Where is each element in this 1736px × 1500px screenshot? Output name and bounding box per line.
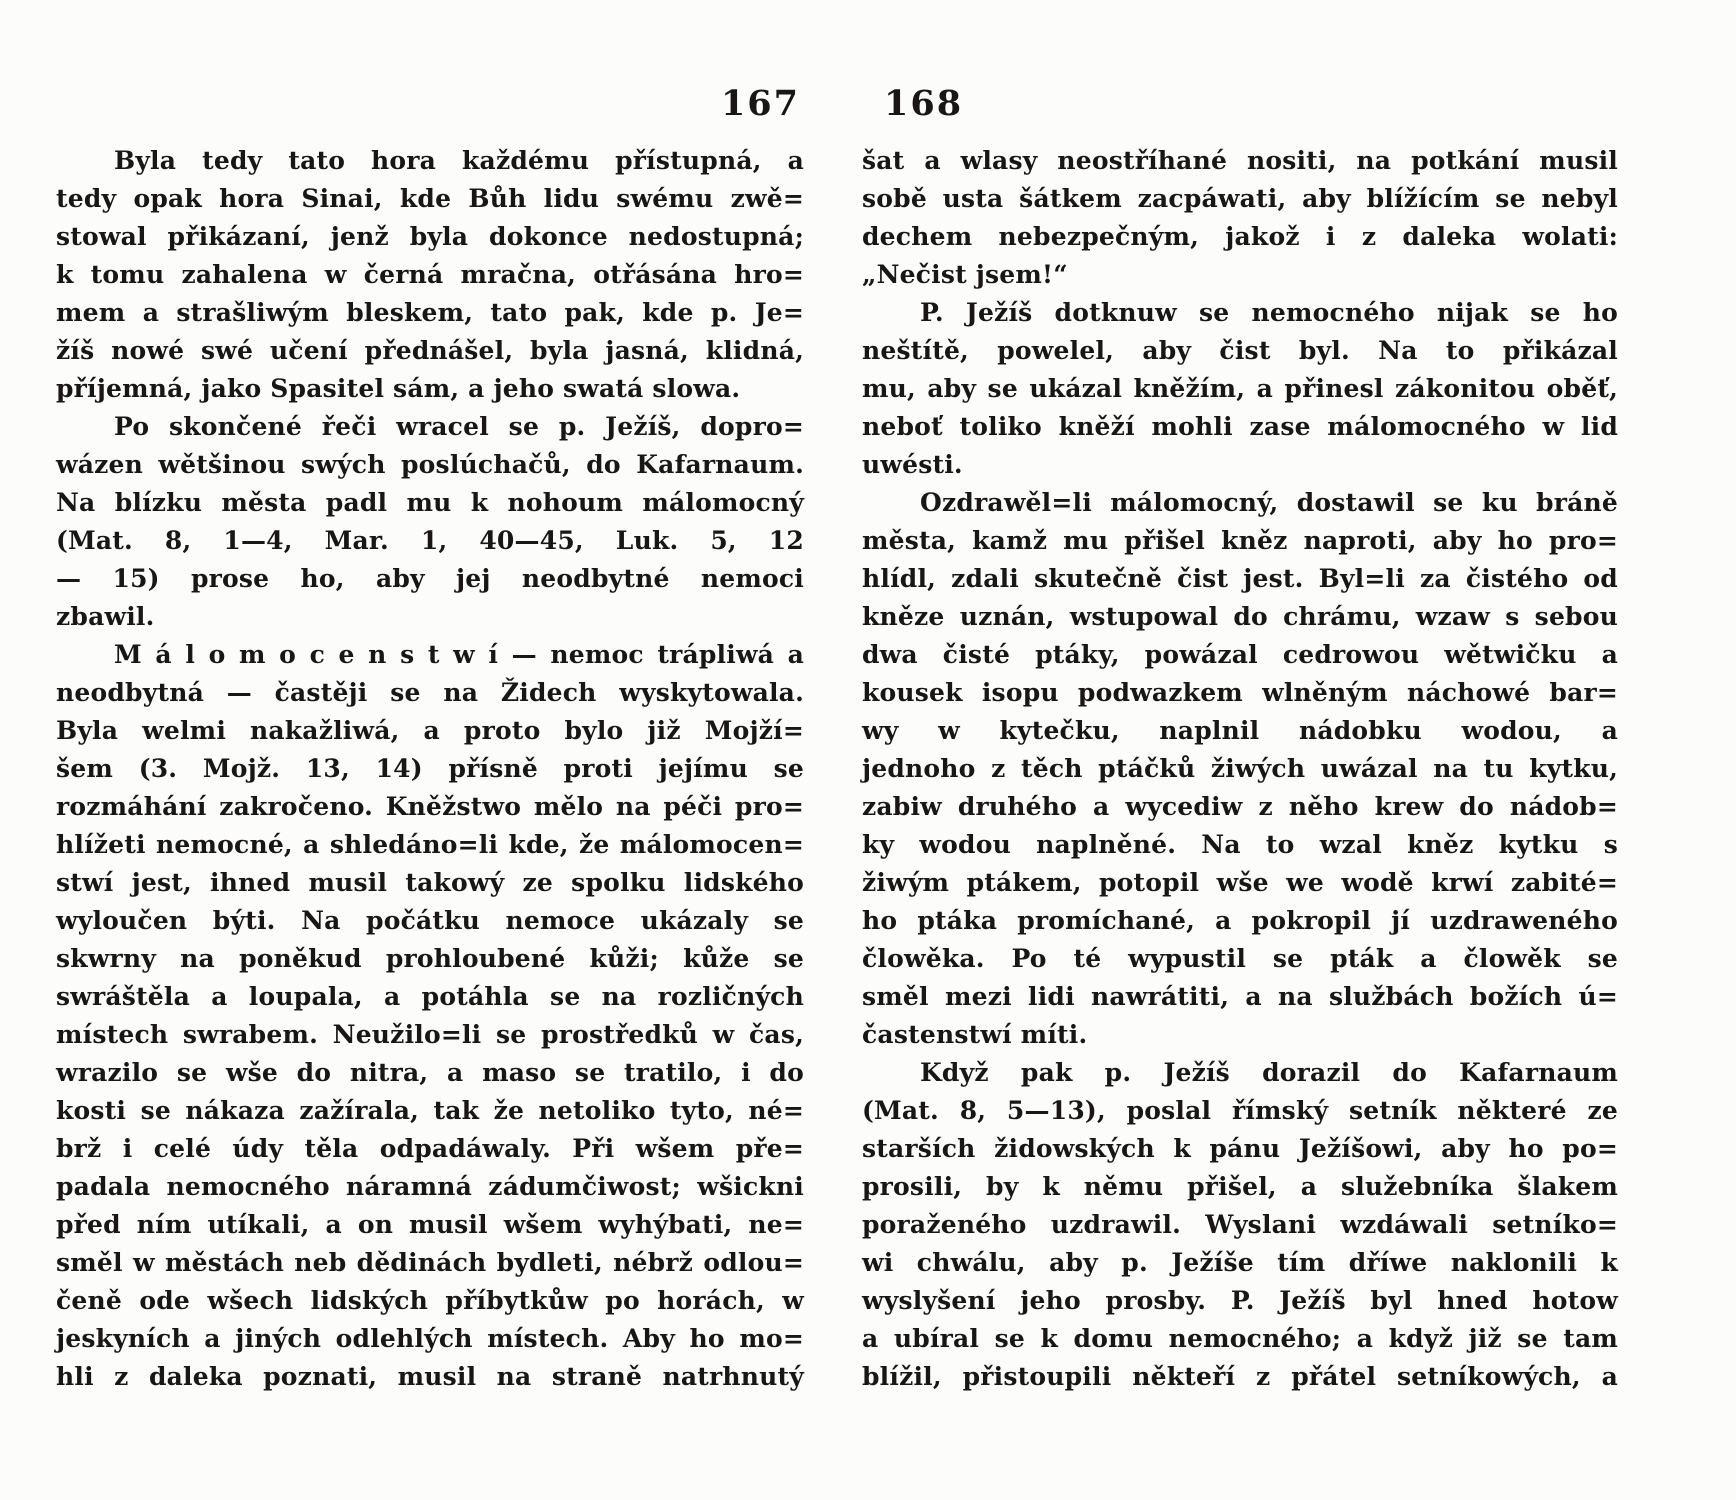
text-line: zbawil. <box>56 602 155 631</box>
text-line: „Nečist jsem!“ <box>862 260 1068 289</box>
paragraph <box>862 294 1618 484</box>
text-line: šat a wlasy neostříhané nositi, na potkání musil <box>862 146 1618 175</box>
text-line: poraženého uzdrawil. Wyslani wzdáwali setníko= <box>862 1210 1618 1239</box>
text-line: Byla welmi nakažliwá, a proto bylo již Mojží= <box>56 716 804 745</box>
text-line: Když pak p. Ježíš dorazil do Kafarnaum <box>920 1058 1618 1087</box>
text-line: swráštěla a loupala, a potáhla se na rozličných <box>56 982 804 1011</box>
text-line: příjemná, jako Spasitel sám, a jeho swatá slowa. <box>56 374 741 403</box>
text-line: Po skončené řeči wracel se p. Ježíš, dopro= <box>114 412 804 441</box>
text-line: jednoho z těch ptáčků žiwých uwázal na tu kytku, <box>862 754 1618 783</box>
text-line: wy w kytečku, naplnil nádobku wodou, a <box>862 716 1618 745</box>
text-line: žiwým ptákem, potopil wše we wodě krwí zabité= <box>862 868 1618 897</box>
paragraph <box>862 484 1618 1054</box>
text-line: neštítě, powelel, aby čist byl. Na to přikázal <box>862 336 1618 365</box>
text-line: hli z daleka poznati, musil na straně natrhnutý <box>56 1362 804 1391</box>
text-line: rozmáhání zakročeno. Kněžstwo mělo na péči pro= <box>56 792 804 821</box>
text-line: Ozdrawěl=li málomocný, dostawil se ku bráně <box>920 488 1618 517</box>
text-line: kosti se nákaza zažírala, tak že netoliko tyto, né= <box>56 1096 804 1125</box>
text-line: tedy opak hora Sinai, kde Bůh lidu swému zwě= <box>56 184 804 213</box>
page-number: 168 <box>884 83 964 124</box>
text-line: šem (3. Mojž. 13, 14) přísně proti jejímu se <box>56 754 804 783</box>
text-line: wyloučen býti. Na počátku nemoce ukázaly se <box>56 906 804 935</box>
text-line: stwí jest, ihned musil takowý ze spolku lidského <box>56 868 804 897</box>
text-line: žíš nowé swé učení přednášel, byla jasná, klidná, <box>56 336 804 365</box>
paragraph <box>56 142 804 408</box>
paragraph <box>862 142 1618 294</box>
text-line: hlížeti nemocné, a shledáno=li kde, že málomocen= <box>56 830 804 859</box>
text-line: starších židowských k pánu Ježíšowi, aby ho po= <box>862 1134 1618 1163</box>
page-text <box>56 142 804 1396</box>
text-line: M á l o m o c e n s t w í — nemoc trápliwá a <box>114 640 804 669</box>
text-line: sobě usta šátkem zacpáwati, aby blížícím se nebyl <box>862 184 1618 213</box>
text-line: hlídl, zdali skutečně čist jest. Byl=li za čistého od <box>862 564 1618 593</box>
text-line: před ním utíkali, a on musil wšem wyhýbati, ne= <box>56 1210 804 1239</box>
text-line: Byla tedy tato hora každému přístupná, a <box>114 146 804 175</box>
page-number: 167 <box>720 83 800 124</box>
text-line: dechem nebezpečným, jakož i z daleka wolati: <box>862 222 1618 251</box>
text-line: (Mat. 8, 5—13), poslal římský setník některé ze <box>862 1096 1618 1125</box>
text-line: kněze uznán, wstupowal do chrámu, wzaw s sebou <box>862 602 1618 631</box>
text-line: ky wodou naplněné. Na to wzal kněz kytku s <box>862 830 1618 859</box>
text-line: mem a strašliwým bleskem, tato pak, kde p. Je= <box>56 298 804 327</box>
text-line: směl mezi lidi nawrátiti, a na službách božích ú= <box>862 982 1618 1011</box>
text-line: P. Ježíš dotknuw se nemocného nijak se ho <box>920 298 1618 327</box>
text-line: častenstwí míti. <box>862 1020 1088 1049</box>
text-line: čeně ode wšech lidských příbytkůw po horách, w <box>56 1286 804 1315</box>
page-text <box>862 142 1618 1396</box>
text-line: neboť toliko kněží mohli zase málomocného w lid <box>862 412 1618 441</box>
paragraph <box>56 408 804 636</box>
text-line: a ubíral se k domu nemocného; a když již se tam <box>862 1324 1618 1353</box>
text-line: wrazilo se wše do nitra, a maso se tratilo, i do <box>56 1058 804 1087</box>
text-line: padala nemocného náramná zádumčiwost; wšickni <box>56 1172 804 1201</box>
text-line: stowal přikázaní, jenž byla dokonce nedostupná; <box>56 222 804 251</box>
text-line: směl w městách neb dědinách bydleti, nébrž odlou= <box>56 1248 804 1277</box>
paragraph <box>862 1054 1618 1396</box>
text-line: Na blízku města padl mu k nohoum málomocný <box>56 488 804 517</box>
text-line: wázen wětšinou swých poslúchačů, do Kafarnaum. <box>56 450 804 479</box>
text-line: jeskyních a jiných odlehlých místech. Aby ho mo= <box>56 1324 804 1353</box>
page-167 <box>56 84 804 1396</box>
text-line: uwésti. <box>862 450 963 479</box>
text-line: wyslyšení jeho prosby. P. Ježíš byl hned hotow <box>862 1286 1618 1315</box>
text-line: dwa čisté ptáky, powázal cedrowou wětwičku a <box>862 640 1618 669</box>
paragraph <box>56 636 804 1396</box>
text-line: skwrny na poněkud prohloubené kůži; kůže se <box>56 944 804 973</box>
text-line: člowěka. Po té wypustil se pták a člowěk se <box>862 944 1618 973</box>
text-line: brž i celé údy těla odpadáwaly. Při wšem pře= <box>56 1134 804 1163</box>
text-line: wi chwálu, aby p. Ježíše tím dříwe naklonili k <box>862 1248 1618 1277</box>
text-line: mu, aby se ukázal kněžím, a přinesl zákonitou oběť, <box>862 374 1618 403</box>
page-168 <box>862 84 1618 1396</box>
text-line: neodbytná — častěji se na Židech wyskytowala. <box>56 678 804 707</box>
text-line: místech swrabem. Neužilo=li se prostředků w čas, <box>56 1020 804 1049</box>
text-line: k tomu zahalena w černá mračna, otřásána hro= <box>56 260 804 289</box>
text-line: zabiw druhého a wycediw z něho krew do nádob= <box>862 792 1618 821</box>
text-line: kousek isopu podwazkem wlněným náchowé bar= <box>862 678 1618 707</box>
text-line: (Mat. 8, 1—4, Mar. 1, 40—45, Luk. 5, 12 <box>56 526 804 555</box>
text-line: města, kamž mu přišel kněz naproti, aby ho pro= <box>862 526 1618 555</box>
text-line: prosili, by k němu přišel, a služebníka šlakem <box>862 1172 1618 1201</box>
text-line: blížil, přistoupili někteří z přátel setníkowých, a <box>862 1362 1618 1391</box>
text-line: ho ptáka promíchané, a pokropil jí uzdraweného <box>862 906 1618 935</box>
text-line: — 15) prose ho, aby jej neodbytné nemoci <box>56 564 804 593</box>
